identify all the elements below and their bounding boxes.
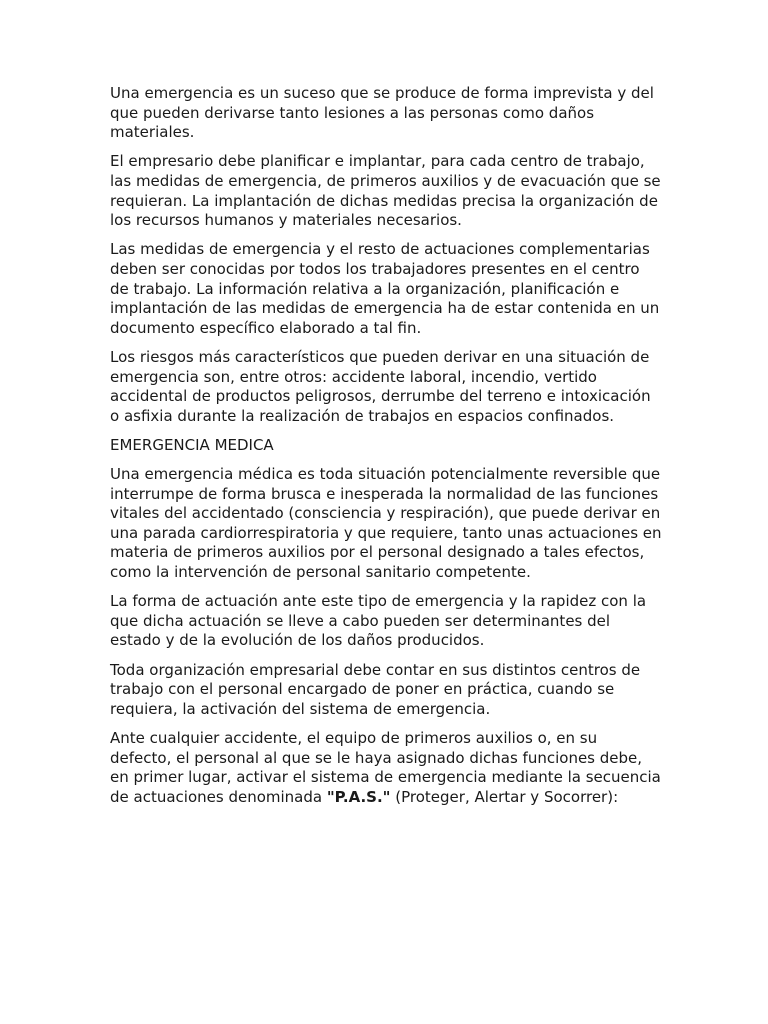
section-heading-emergencia-medica: EMERGENCIA MEDICA <box>110 435 274 454</box>
pas-text-before: Ante cualquier accidente, el equipo de primeros auxilios o, en su defecto, el personal al que se le haya asignado dichas funciones debe, en primer lugar, activar el sistema de emergencia mediante la secuencia de actuaciones denominada <box>110 728 661 806</box>
pas-text-after: (Proteger, Alertar y Socorrer): <box>390 787 619 806</box>
paragraph-pas-sequence <box>110 729 662 807</box>
paragraph-emergency-definition: Una emergencia es un suceso que se produce de forma imprevista y del que pueden derivarse tanto lesiones a las personas como daños materiales. <box>110 84 654 142</box>
pas-acronym: "P.A.S." <box>326 787 391 806</box>
paragraph-employer-duty: El empresario debe planificar e implantar, para cada centro de trabajo, las medidas de emergencia, de primeros auxilios y de evacuación que se requieran. La implantación de dichas medidas precisa la organización de los recursos humanos y materiales necesarios. <box>110 152 661 230</box>
document-page <box>110 84 662 817</box>
paragraph-action-form: La forma de actuación ante este tipo de emergencia y la rapidez con la que dicha actuación se lleve a cabo pueden ser determinantes del estado y de la evolución de los daños producidos. <box>110 592 647 650</box>
paragraph-emergency-measures: Las medidas de emergencia y el resto de actuaciones complementarias deben ser conocidas por todos los trabajadores presentes en el centro de trabajo. La información relativa a la organización, planificación e implantación de las medidas de emergencia ha de estar contenida en un documento específico elaborado a tal fin. <box>110 240 660 337</box>
paragraph-organization: Toda organización empresarial debe contar en sus distintos centros de trabajo con el personal encargado de poner en práctica, cuando se requiera, la activación del sistema de emergencia. <box>110 660 641 718</box>
paragraph-medical-emergency: Una emergencia médica es toda situación potencialmente reversible que interrumpe de forma brusca e inesperada la normalidad de las funciones vitales del accidentado (consciencia y respiración), que puede derivar en una parada cardiorrespiratoria y que requiere, tanto unas actuaciones en materia de primeros auxilios por el personal designado a tales efectos, como la intervención de personal sanitario competente. <box>110 465 662 582</box>
paragraph-risks: Los riesgos más característicos que pueden derivar en una situación de emergencia son, entre otros: accidente laboral, incendio, vertido accidental de productos peligrosos, derrumbe del terreno e intoxicación o asfixia durante la realización de trabajos en espacios confinados. <box>110 347 651 425</box>
